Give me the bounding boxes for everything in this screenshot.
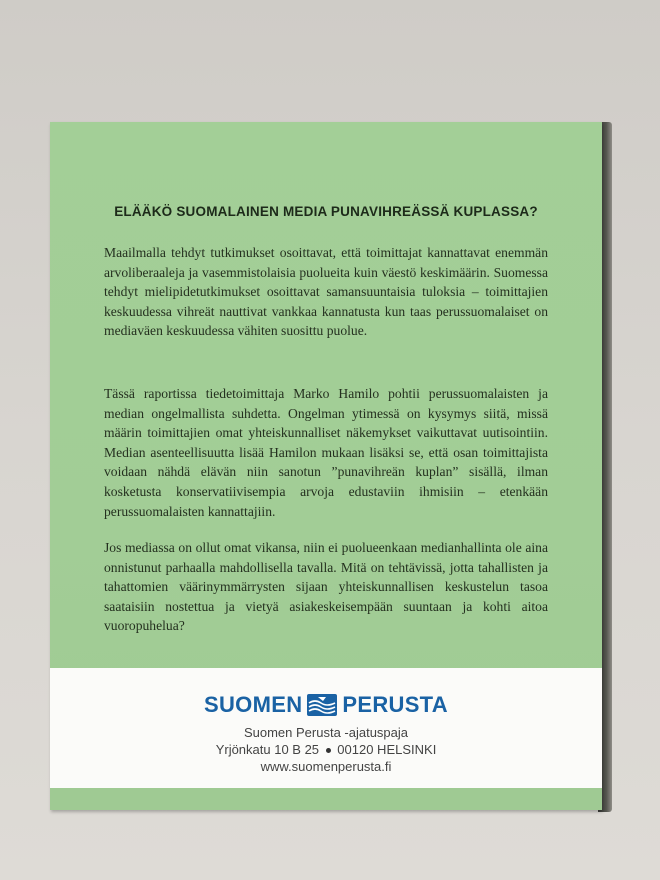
publisher-band <box>50 668 602 788</box>
publisher-logo <box>50 692 602 718</box>
publisher-address <box>50 741 602 759</box>
book-back-cover <box>50 122 602 810</box>
logo-text-left: SUOMEN <box>204 692 303 717</box>
blurb-paragraph-3: Jos mediassa on ollut omat vikansa, niin ei puolueenkaan medianhallinta ole aina onnistunut parhaalla mahdollisella tavalla. Mitä on tehtävissä, jotta tahallisten ja tahattomien väärinymmärrysten sijaan yhteiskunnallisen keskustelun tasoa saataisiin nostettua ja vietyä asiakeskeisempään suuntaan ja kohti aitoa vuoropuhelua? <box>104 540 548 634</box>
address-street: Yrjönkatu 10 B 25 <box>215 742 320 757</box>
publisher-name: Suomen Perusta -ajatuspaja <box>243 725 409 740</box>
logo-text-right: PERUSTA <box>342 692 448 717</box>
publisher-website: www.suomenperusta.fi <box>260 759 392 774</box>
blurb-paragraph-1: Maailmalla tehdyt tutkimukset osoittavat, että toimittajat kannattavat enemmän arvoliberaaleja ja vasemmistolaisia puolueita kuin väestö keskimäärin. Suomessa tehdyt mielipidetutkimukset osoittavat samansuuntaisia tuloksia – toimittajien keskuudessa vihreät nauttivat vankkaa kannatusta kun taas perussuomalaiset on mediaväen keskuudessa vähiten suosittu puolue. <box>104 245 548 339</box>
wave-emblem-icon <box>307 694 337 716</box>
cover-heading: ELÄÄKÖ SUOMALAINEN MEDIA PUNAVIHREÄSSÄ KUPLASSA? <box>114 204 538 219</box>
blurb-paragraph-2: Tässä raportissa tiedetoimittaja Marko Hamilo pohtii perussuomalaisten ja median ongelmallista suhdetta. Ongelman ytimessä on kysymys siitä, missä määrin toimittajien omat yhteiskunnalliset näkemykset vaikuttavat uutisointiin. Median asenteellisuutta lisää Hamilon mukaan lisäksi se, että osan toimittajista voidaan nähdä elävän niin sanotun ”punavihreän kuplan” sisällä, ilman kosketusta konservatiivisempia arvoja edustaviin ihmisiin – etenkään perussuomalaisten kannattajiin. <box>104 386 548 519</box>
bullet-dot-icon <box>326 748 331 753</box>
address-city: 00120 HELSINKI <box>337 742 437 757</box>
